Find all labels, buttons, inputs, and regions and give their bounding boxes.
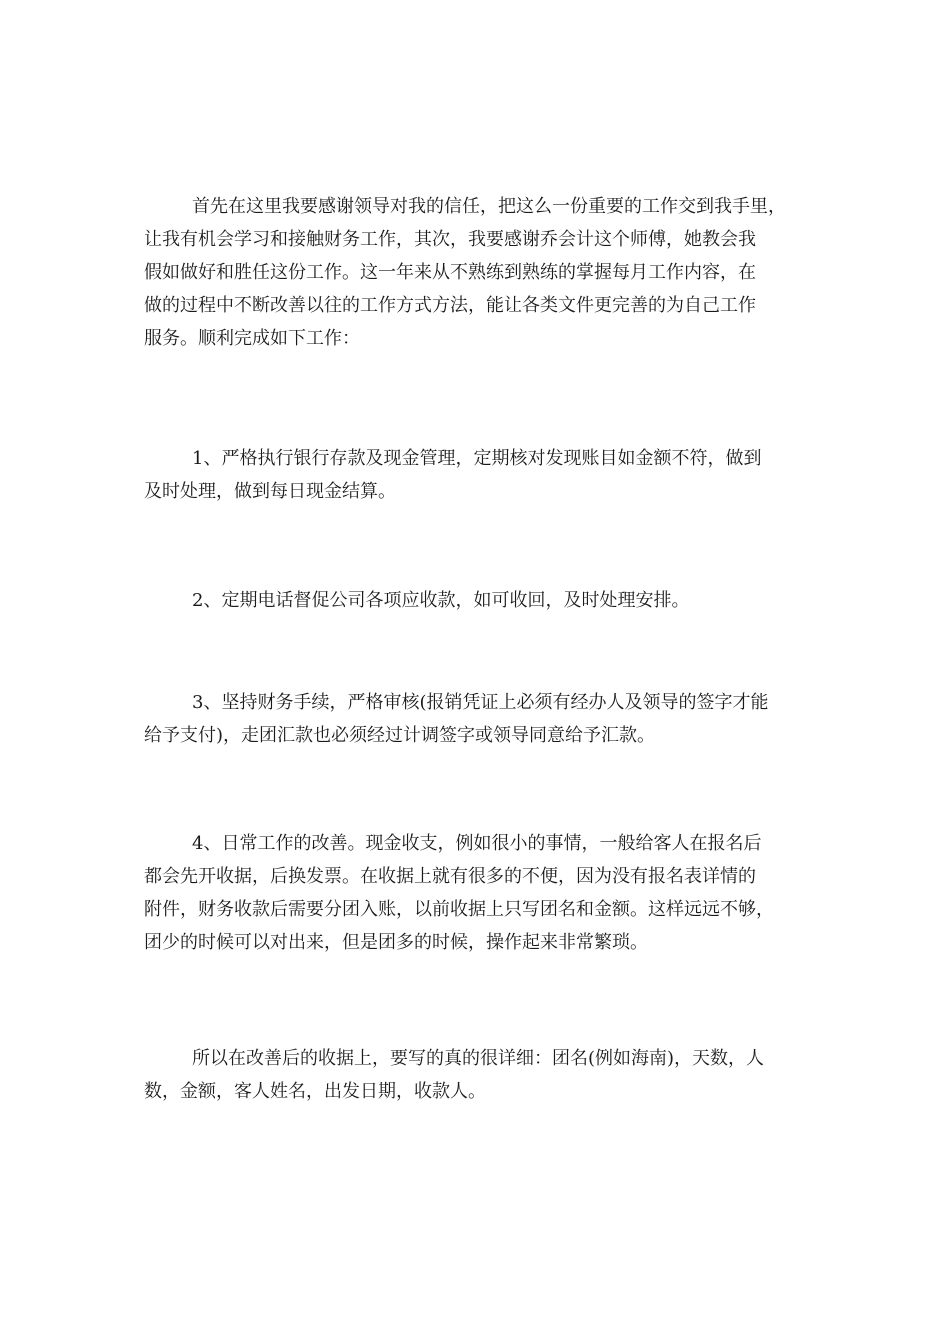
text-line: 做的过程中不断改善以往的工作方式方法，能让各类文件更完善的为自己工作: [144, 295, 756, 316]
text-line: 让我有机会学习和接触财务工作，其次，我要感谢乔会计这个师傅，她教会我: [144, 229, 756, 250]
text-line: 服务。顺利完成如下工作：: [144, 328, 360, 349]
text-line: 首先在这里我要感谢领导对我的信任，把这么一份重要的工作交到我手里，: [192, 196, 786, 217]
text-line: 附件，财务收款后需要分团入账，以前收据上只写团名和金额。这样远远不够，: [144, 899, 774, 920]
text-line: 所以在改善后的收据上，要写的真的很详细：团名(例如海南)，天数，人: [192, 1048, 765, 1069]
paragraph-intro: [144, 190, 812, 355]
text-line: 给予支付)，走团汇款也必须经过计调签字或领导同意给予汇款。: [144, 725, 656, 746]
paragraph-item-1: [144, 442, 812, 508]
text-line: 团少的时候可以对出来，但是团多的时候，操作起来非常繁琐。: [144, 932, 648, 953]
text-line: 及时处理，做到每日现金结算。: [144, 481, 396, 502]
paragraph-item-4: [144, 827, 812, 959]
text-line: 都会先开收据，后换发票。在收据上就有很多的不便，因为没有报名表详情的: [144, 866, 756, 887]
text-line: 2、定期电话督促公司各项应收款，如可收回，及时处理安排。: [192, 590, 690, 611]
text-line: 数，金额，客人姓名，出发日期，收款人。: [144, 1081, 486, 1102]
paragraph-conclusion: [144, 1042, 812, 1108]
text-line: 1、严格执行银行存款及现金管理，定期核对发现账目如金额不符，做到: [192, 448, 762, 469]
text-line: 3、坚持财务手续，严格审核(报销凭证上必须有经办人及领导的签字才能: [192, 692, 769, 713]
text-line: 假如做好和胜任这份工作。这一年来从不熟练到熟练的掌握每月工作内容，在: [144, 262, 756, 283]
text-line: 4、日常工作的改善。现金收支，例如很小的事情，一般给客人在报名后: [192, 833, 762, 854]
paragraph-item-3: [144, 686, 812, 752]
paragraph-item-2: [144, 584, 812, 617]
